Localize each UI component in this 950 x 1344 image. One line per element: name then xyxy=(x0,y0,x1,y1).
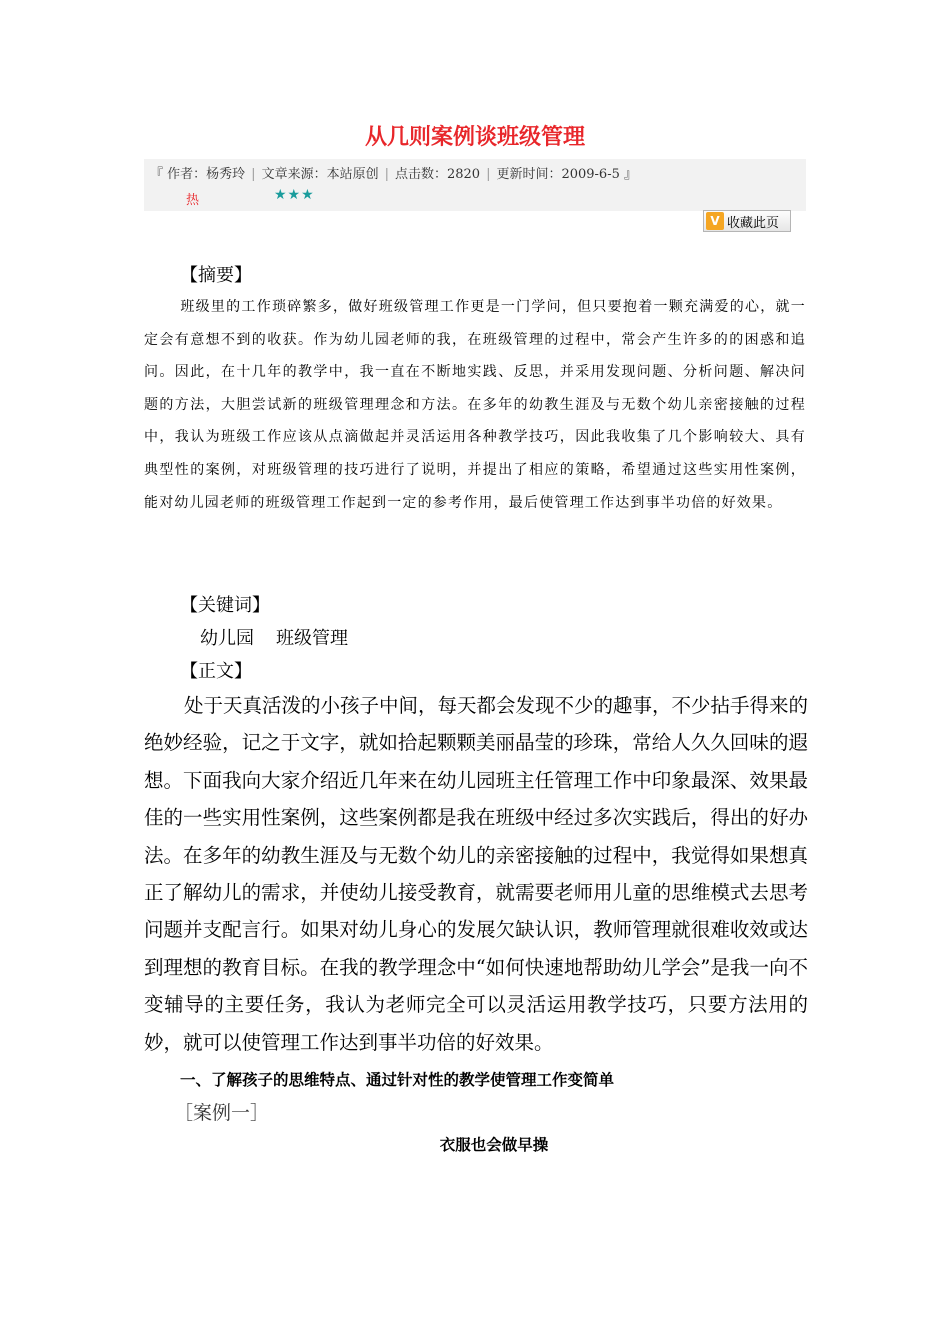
meta-updated: 更新时间：2009-6-5 xyxy=(496,167,620,182)
meta-close-bracket: 』 xyxy=(624,167,638,182)
keywords-heading: 【关键词】 xyxy=(180,595,270,616)
case-title: 衣服也会做早操 xyxy=(439,1136,549,1154)
article-meta-line xyxy=(150,163,637,182)
keyword-item: 幼儿园 xyxy=(200,628,254,649)
meta-source: 文章来源：本站原创 xyxy=(261,167,379,182)
case-label: ［案例一］ xyxy=(174,1102,270,1124)
article-title: 从几则案例谈班级管理 xyxy=(364,125,585,150)
meta-open-bracket: 『 xyxy=(150,167,164,182)
body-text: 处于天真活泼的小孩子中间，每天都会发现不少的趣事，不少拈手得来的绝妙经验，记之于文字，就如拾起颗颗美丽晶莹的珍珠，常给人久久回味的遐想。下面我向大家介绍近几年来在幼儿园班主任管理工作中印象最深、效果最佳的一些实用性案例，这些案例都是我在班级中经过多次实践后，得出的好办法。在多年的幼教生涯及与无数个幼儿的亲密接触的过程中，我觉得如果想真正了解幼儿的需求，并使幼儿接受教育，就需要老师用儿童的思维模式去思考问题并支配言行。如果对幼儿身心的发展欠缺认识，教师管理就很难收效或达到理想的教育目标。在我的教学理念中“如何快速地帮助幼儿学会”是我一向不变辅导的主要任务，我认为老师完全可以灵活运用教学技巧，只要方法用的妙，就可以使管理工作达到事半功倍的好效果。 xyxy=(144,694,808,1054)
favorite-button-label: 收藏此页 xyxy=(727,215,780,231)
favorite-page-button[interactable] xyxy=(703,210,791,232)
body-heading: 【正文】 xyxy=(180,661,252,682)
section-title: 一、了解孩子的思维特点、通过针对性的教学使管理工作变简单 xyxy=(180,1071,615,1089)
favorite-v-icon: V xyxy=(706,212,724,230)
hot-badge: 热 xyxy=(186,193,200,208)
meta-separator: | xyxy=(251,167,256,182)
meta-separator: | xyxy=(384,167,389,182)
abstract-text: 班级里的工作琐碎繁多，做好班级管理工作更是一门学问，但只要抱着一颗充满爱的心，就一定会有意想不到的收获。作为幼儿园老师的我，在班级管理的过程中，常会产生许多的的困惑和追问。因此，在十几年的教学中，我一直在不断地实践、反思，并采用发现问题、分析问题、解决问题的方法，大胆尝试新的班级管理理念和方法。在多年的幼教生涯及与无数个幼儿亲密接触的过程中，我认为班级工作应该从点滴做起并灵活运用各种教学技巧，因此我收集了几个影响较大、具有典型性的案例，对班级管理的技巧进行了说明，并提出了相应的策略，希望通过这些实用性案例，能对幼儿园老师的班级管理工作起到一定的参考作用，最后使管理工作达到事半功倍的好效果。 xyxy=(144,299,806,511)
article-meta-box xyxy=(144,159,806,211)
rating-stars-icon: ★★★ xyxy=(274,187,315,203)
keyword-item: 班级管理 xyxy=(276,628,348,649)
abstract-heading: 【摘要】 xyxy=(180,265,252,286)
meta-clicks: 点击数：2820 xyxy=(394,167,481,182)
meta-author: 作者：杨秀玲 xyxy=(167,167,246,182)
keywords-list xyxy=(200,624,348,650)
meta-separator: | xyxy=(486,167,491,182)
